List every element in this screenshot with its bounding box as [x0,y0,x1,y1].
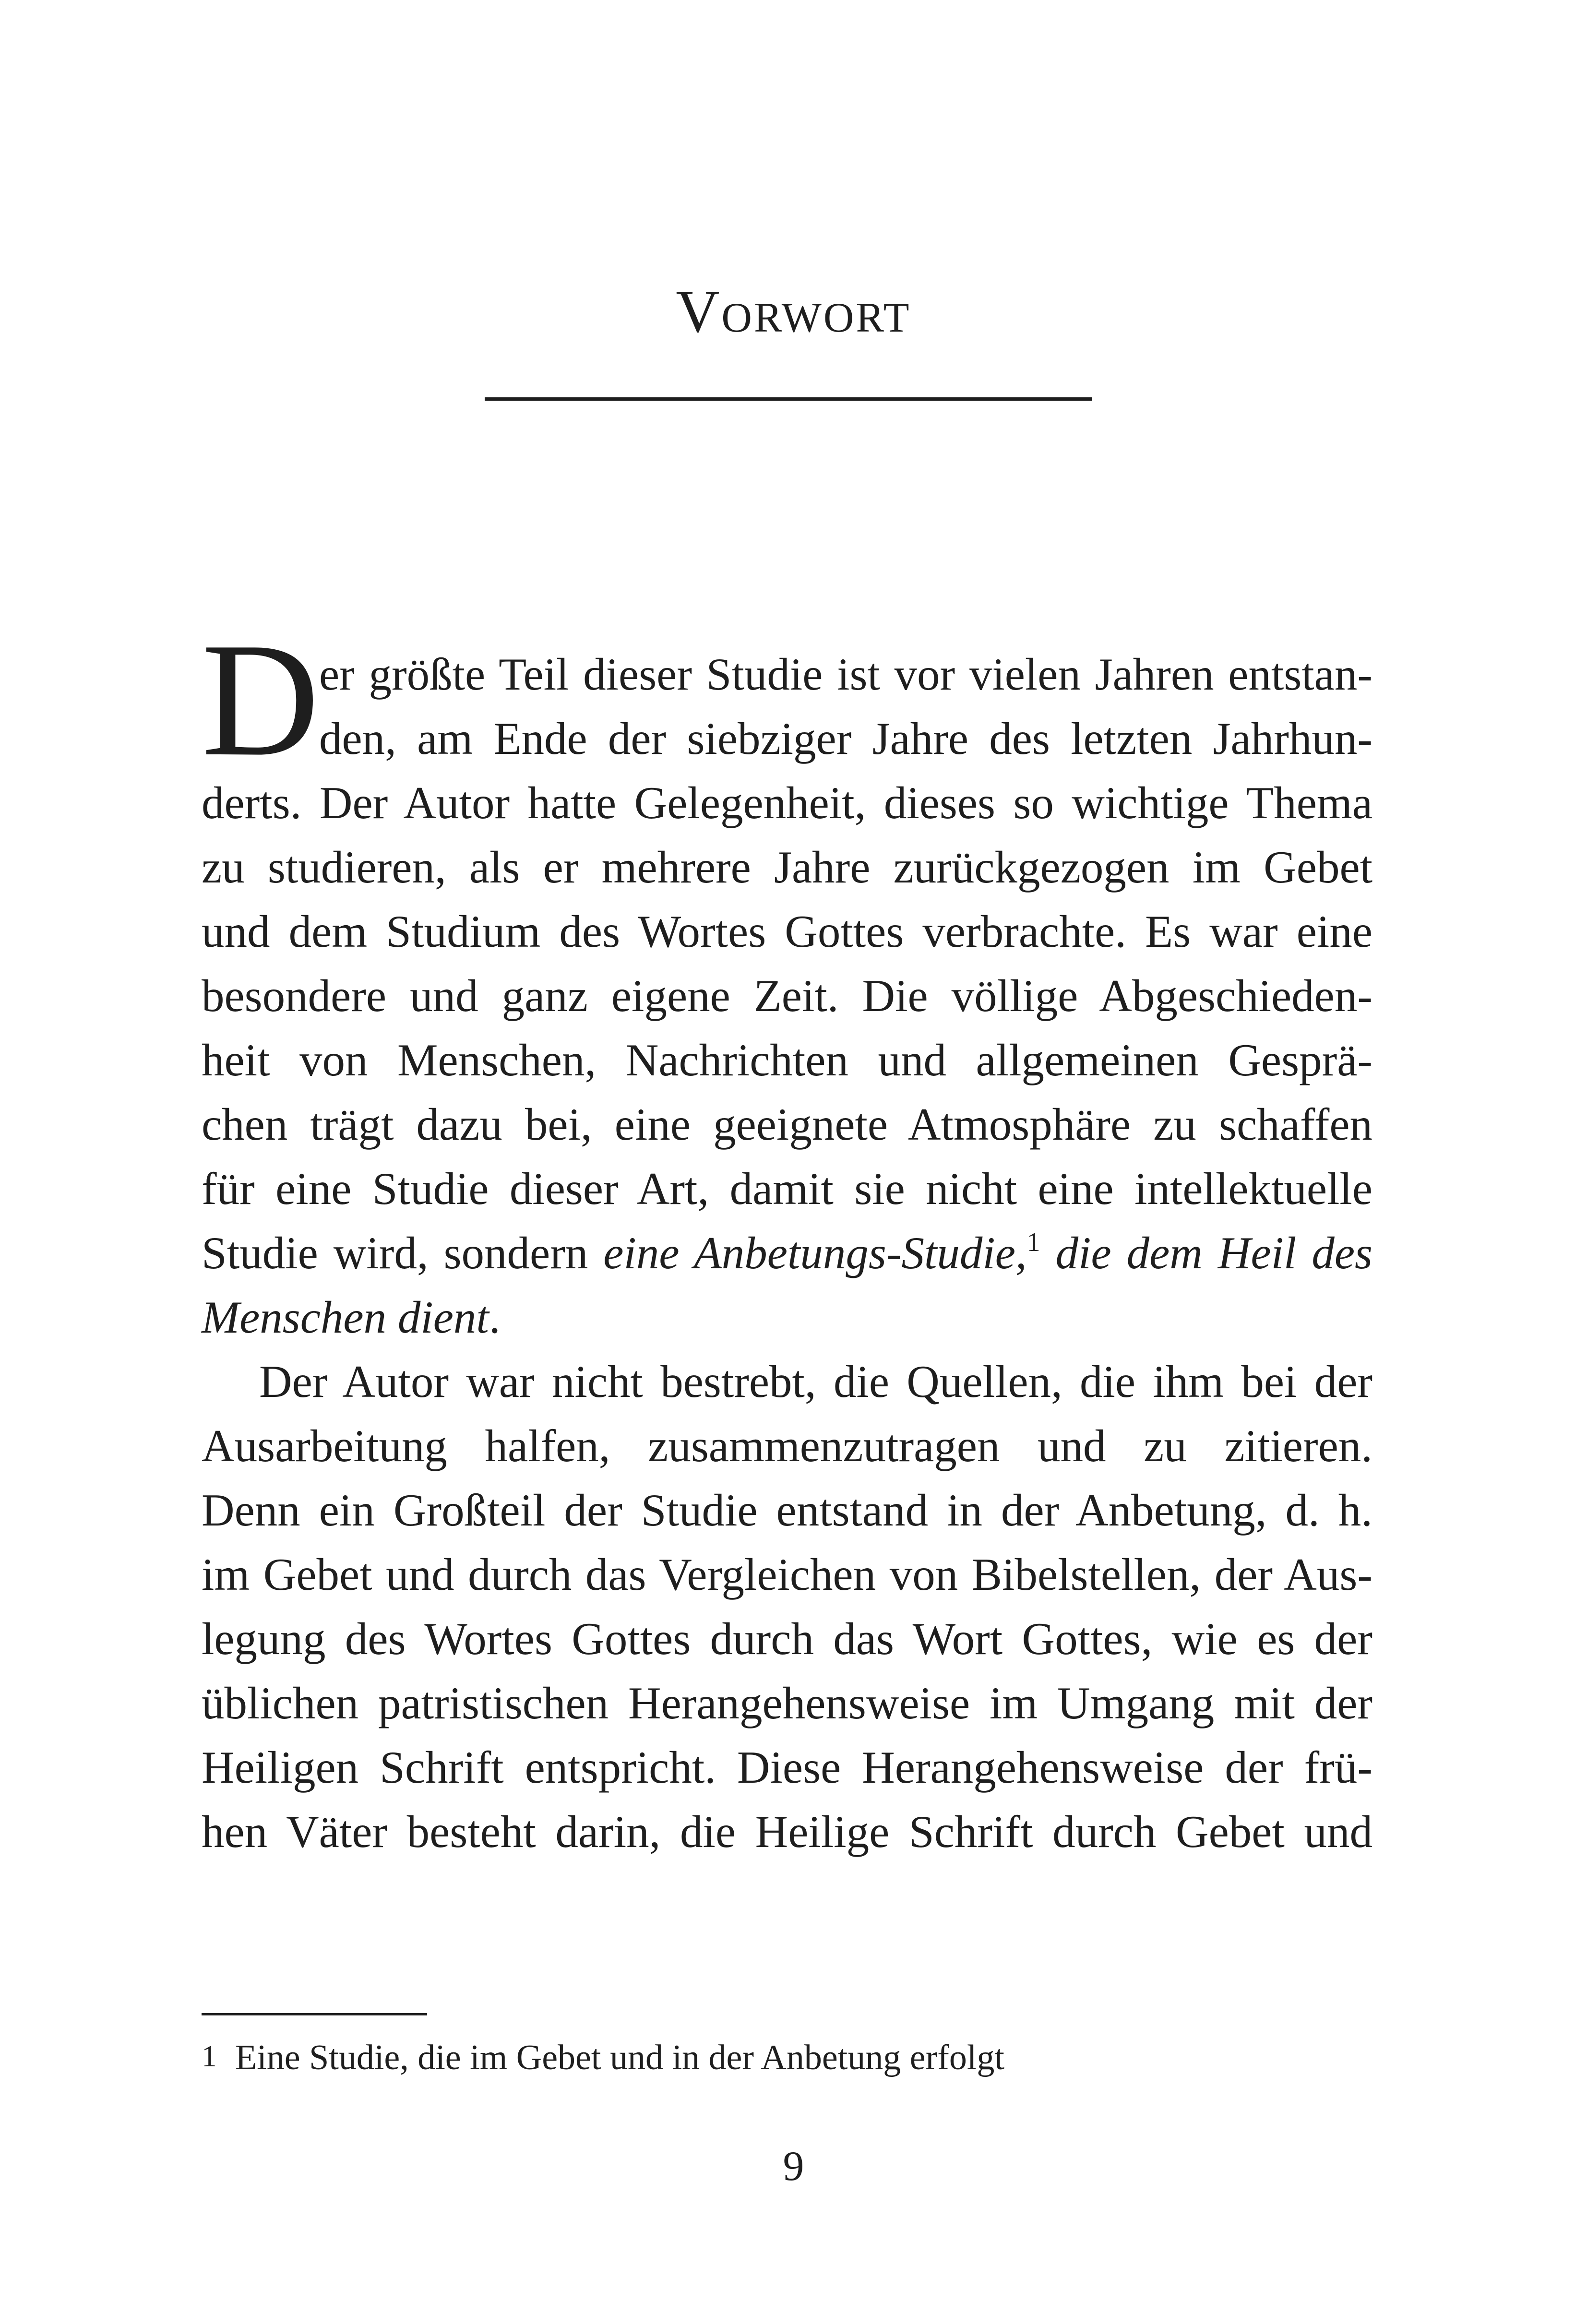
text-line: Der Autor war nicht bestrebt, die Quellen, die ihm bei der [259,1356,1372,1407]
footnote [202,2034,1004,2083]
italic-phrase: Menschen dient [202,1292,489,1343]
text-line: chen trägt dazu bei, eine geeignete Atmosphäre zu schaffen [202,1099,1372,1150]
footnote-number: 1 [202,2039,217,2073]
text-line-content: er größte Teil dieser Studie ist vor vielen Jahren entstan- [319,649,1372,700]
text-line: Denn ein Großteil der Studie entstand in der Anbetung, d. h. [202,1485,1372,1536]
page-title: Vorwort [676,278,911,345]
text-line [202,1221,1372,1285]
drop-cap: D [202,609,320,790]
page-number: 9 [783,2143,804,2190]
text-line: legung des Wortes Gottes durch das Wort Gottes, wie es der [202,1613,1372,1664]
footnote-reference: 1 [1026,1228,1040,1257]
footnote-text: Eine Studie, die im Gebet und in der Anbetung erfolgt [235,2038,1004,2077]
text-line: besondere und ganz eigene Zeit. Die völlige Abgeschieden- [202,970,1372,1021]
text-segment: . [489,1292,501,1343]
text-line: heit von Menschen, Nachrichten und allgemeinen Gesprä- [202,1035,1372,1085]
footnote-separator [202,2013,427,2015]
text-segment: Studie wird, sondern [202,1228,604,1278]
main-text [202,609,1372,1864]
text-line: üblichen patristischen Herangehensweise im Umgang mit der [202,1678,1372,1728]
text-line: derts. Der Autor hatte Gelegenheit, dieses so wichtige Thema [202,777,1372,828]
text-line [202,1285,1372,1349]
text-line: Ausarbeitung halfen, zusammenzutragen und zu zitieren. [202,1420,1372,1471]
text-line: Heiligen Schrift entspricht. Diese Herangehensweise der frü- [202,1742,1372,1793]
italic-phrase: eine Anbetungs-Studie, [603,1228,1027,1278]
text-line: zu studieren, als er mehrere Jahre zurückgezogen im Gebet [202,842,1372,893]
text-line: für eine Studie dieser Art, damit sie nicht eine intellektuelle [202,1163,1372,1214]
italic-phrase: die dem Heil des [1040,1228,1372,1278]
text-line: und dem Studium des Wortes Gottes verbrachte. Es war eine [202,906,1372,957]
text-line: hen Väter besteht darin, die Heilige Schrift durch Gebet und [202,1806,1372,1857]
title-underline [485,397,1092,401]
text-line: im Gebet und durch das Vergleichen von Bibelstellen, der Aus- [202,1549,1372,1600]
text-line: den, am Ende der siebziger Jahre des letzten Jahrhun- [319,713,1372,764]
